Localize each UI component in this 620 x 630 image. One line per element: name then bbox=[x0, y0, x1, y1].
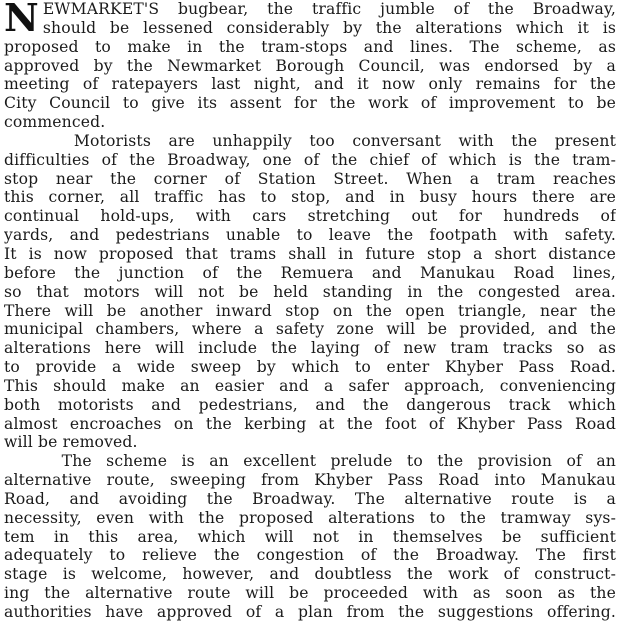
text-line: City Council to give its assent for the work of improvement to be bbox=[4, 94, 616, 113]
text-line: There will be another inward stop on the open triangle, near the bbox=[4, 301, 616, 320]
text-line: alternative route, sweeping from Khyber Pass Road into Manukau bbox=[4, 471, 616, 490]
text-line: difficulties of the Broadway, one of the chief of which is the tram- bbox=[4, 150, 616, 169]
paragraph-3 bbox=[4, 452, 616, 622]
text-line: The scheme is an excellent prelude to the provision of an bbox=[4, 452, 616, 471]
text-line: to provide a wide sweep by which to enter Khyber Pass Road. bbox=[4, 358, 616, 377]
text-line: before the junction of the Remuera and Manukau Road lines, bbox=[4, 263, 616, 282]
text-line: adequately to relieve the congestion of the Broadway. The first bbox=[4, 546, 616, 565]
text-line: continual hold-ups, with cars stretching out for hundreds of bbox=[4, 207, 616, 226]
text-line: authorities have approved of a plan from the suggestions offering. bbox=[4, 603, 616, 621]
text-line: necessity, even with the proposed alterations to the tramway sys- bbox=[4, 508, 616, 527]
paragraph-2 bbox=[4, 132, 616, 452]
text-line: almost encroaches on the kerbing at the foot of Khyber Pass Road bbox=[4, 414, 616, 433]
text-line: this corner, all traffic has to stop, and in busy hours there are bbox=[4, 188, 616, 207]
text-line: commenced. bbox=[4, 113, 106, 132]
text-line: EWMARKET'S bugbear, the traffic jumble of the Broadway, bbox=[42, 0, 616, 18]
text-line: alterations here will include the laying of new tram tracks so as bbox=[4, 339, 616, 358]
text-line: stop near the corner of Station Street. When a tram reaches bbox=[4, 169, 616, 188]
text-line: proposed to make in the tram-stops and lines. The scheme, as bbox=[4, 37, 616, 56]
text-line: Motorists are unhappily too conversant with the present bbox=[4, 131, 616, 150]
text-line: meeting of ratepayers last night, and it now only remains for the bbox=[4, 75, 616, 94]
text-line: both motorists and pedestrians, and the dangerous track which bbox=[4, 395, 616, 414]
text-line: will be removed. bbox=[4, 433, 138, 452]
text-line: approved by the Newmarket Borough Council, was endorsed by a bbox=[4, 56, 616, 75]
paragraph-1 bbox=[4, 0, 616, 132]
text-line: yards, and pedestrians unable to leave the footpath with safety. bbox=[4, 226, 616, 245]
text-line: stage is welcome, however, and doubtless the work of construct- bbox=[4, 565, 616, 584]
text-line: Road, and avoiding the Broadway. The alternative route is a bbox=[4, 489, 616, 508]
text-line: tem in this area, which will not in themselves be sufficient bbox=[4, 527, 616, 546]
text-line: This should make an easier and a safer approach, conveniencing bbox=[4, 376, 616, 395]
text-line: municipal chambers, where a safety zone will be provided, and the bbox=[4, 320, 616, 339]
text-line: should be lessened considerably by the alterations which it is bbox=[42, 18, 616, 37]
newspaper-article bbox=[4, 0, 616, 622]
text-line: so that motors will not be held standing in the congested area. bbox=[4, 282, 616, 301]
drop-cap: N bbox=[4, 0, 39, 40]
text-line: It is now proposed that trams shall in future stop a short distance bbox=[4, 244, 616, 263]
text-line: ing the alternative route will be proceeded with as soon as the bbox=[4, 584, 616, 603]
